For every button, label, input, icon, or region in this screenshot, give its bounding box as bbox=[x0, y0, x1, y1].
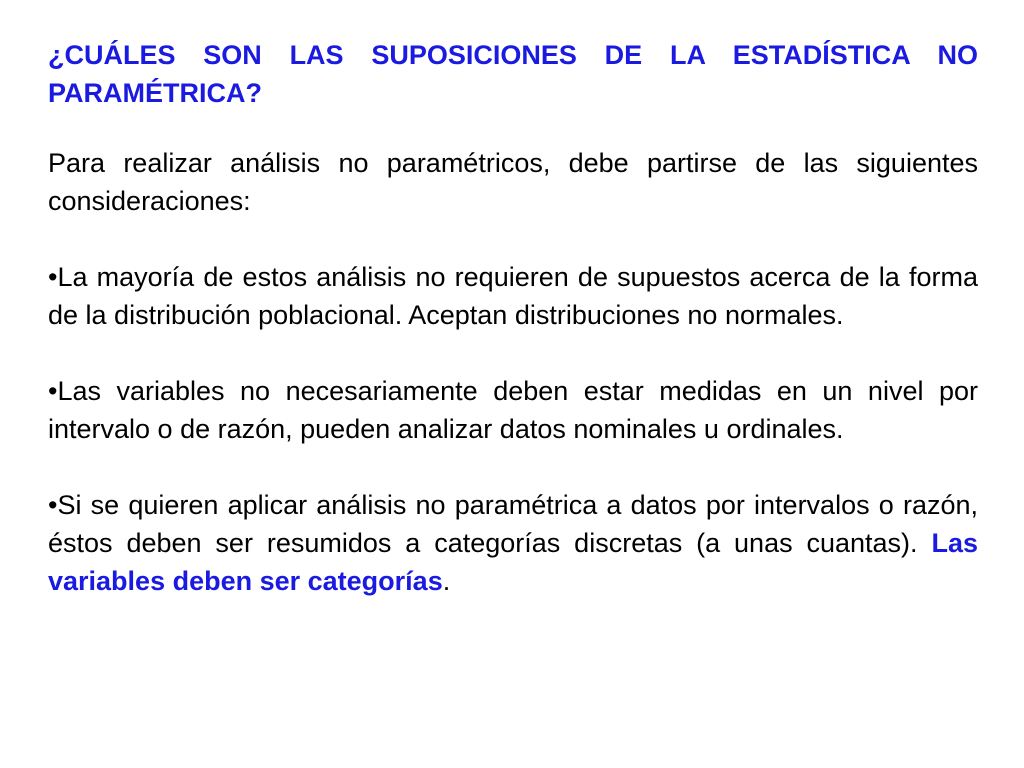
bullet-marker-1: • bbox=[48, 262, 58, 292]
bullet-item-1 bbox=[48, 258, 978, 334]
slide-title: ¿CUÁLES SON LAS SUPOSICIONES DE LA ESTADÍSTICA NO PARAMÉTRICA? bbox=[48, 40, 978, 108]
bullet-text-1: La mayoría de estos análisis no requieren de supuestos acerca de la forma de la distribución poblacional. Aceptan distribuciones no normales. bbox=[48, 262, 978, 330]
bullet-item-3 bbox=[48, 486, 978, 600]
bullet-text-2: Las variables no necesariamente deben estar medidas en un nivel por intervalo o de razón, pueden analizar datos nominales u ordinales. bbox=[48, 376, 978, 444]
bullet-emphasis-3: Las variables deben ser categorías bbox=[48, 528, 978, 596]
bullet-marker-2: • bbox=[48, 376, 58, 406]
intro-paragraph: Para realizar análisis no paramétricos, debe partirse de las siguientes consideraciones: bbox=[48, 148, 978, 216]
bullet-text-3: Si se quieren aplicar análisis no paramétrica a datos por intervalos o razón, éstos deben ser resumidos a categorías discretas (a unas cuantas). bbox=[48, 490, 978, 558]
bullet-item-2 bbox=[48, 372, 978, 448]
bullet-ending-3: . bbox=[442, 566, 451, 596]
bullet-marker-3: • bbox=[48, 490, 58, 520]
